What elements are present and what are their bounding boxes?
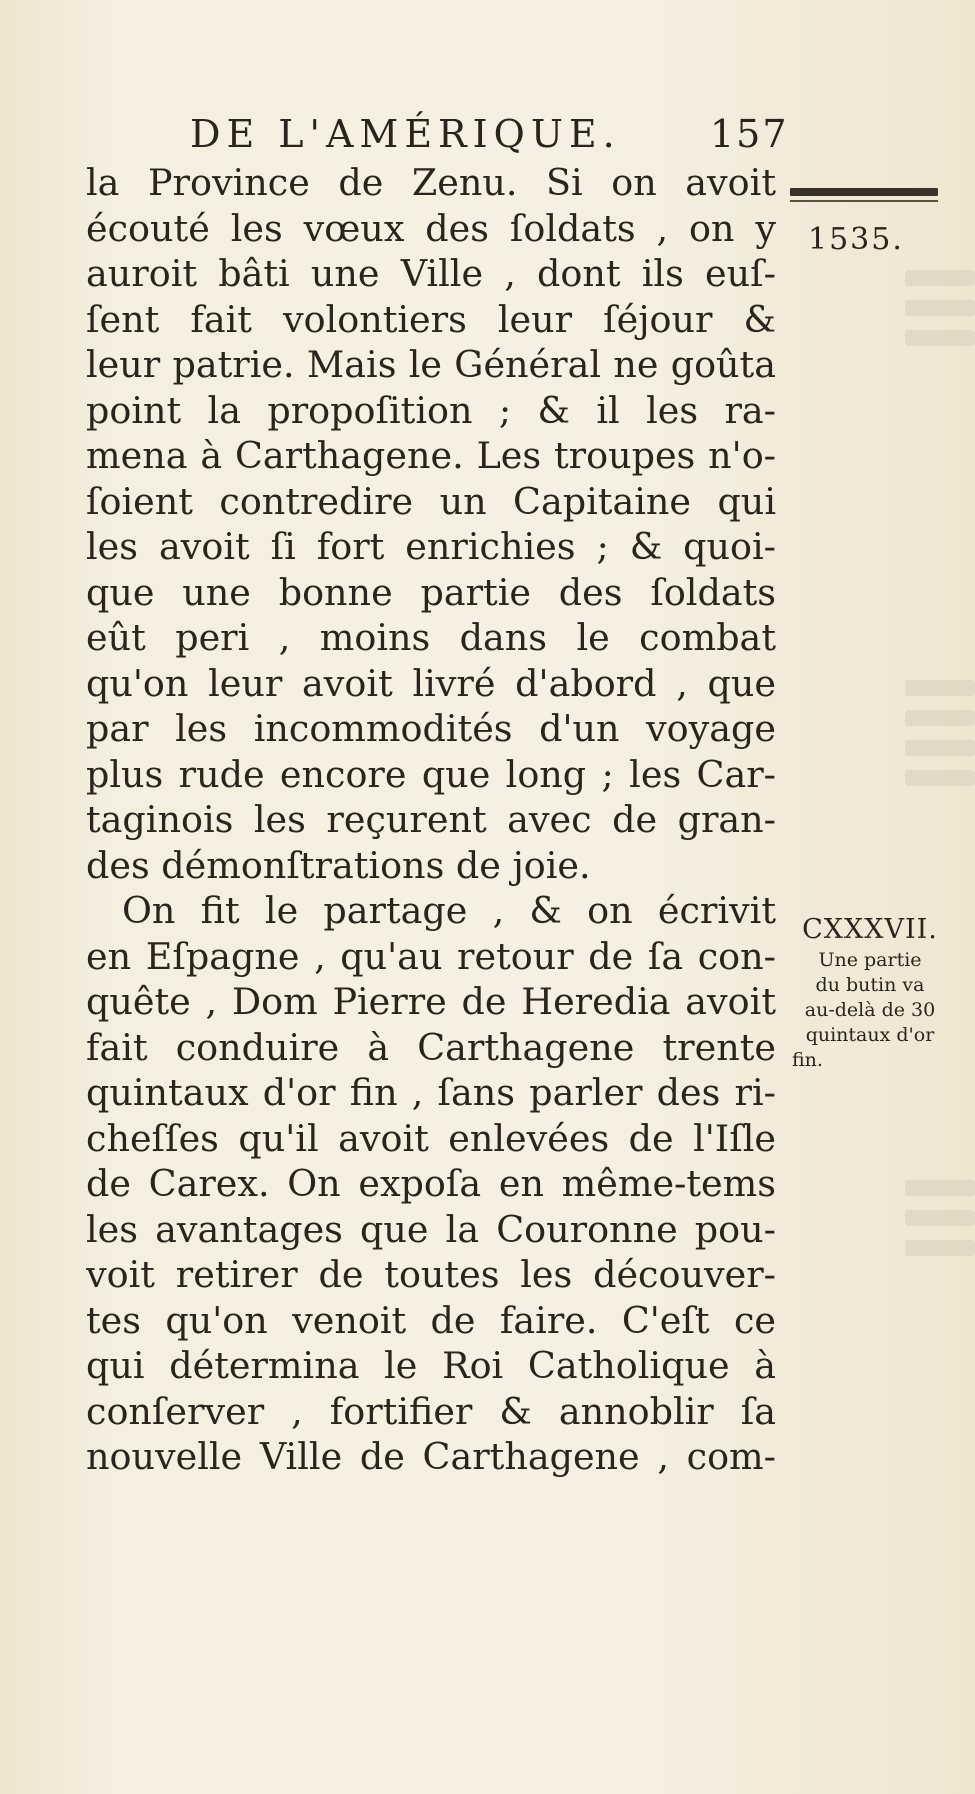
page-number: 157: [710, 112, 789, 156]
text-line: taginois les reçurent avec de gran-: [86, 798, 776, 841]
show-through-mark: [905, 710, 975, 726]
show-through-mark: [905, 1240, 975, 1256]
margin-rule-thin: [790, 200, 938, 202]
text-line: quête , Dom Pierre de Heredia avoit: [86, 980, 776, 1023]
text-line: les avoit ſi fort enrichies ; & quoi-: [86, 525, 776, 568]
text-line: qui détermina le Roi Catholique à: [86, 1344, 776, 1387]
margin-note-line: Une partie: [818, 949, 922, 971]
text-line: en Eſpagne , qu'au retour de ſa con-: [86, 934, 776, 978]
margin-note-line: fin.: [792, 1049, 823, 1071]
text-line: eût peri , moins dans le combat: [86, 616, 776, 659]
text-line: voit retirer de toutes les découver-: [86, 1253, 776, 1296]
text-line: ſent fait volontiers leur ſéjour &: [86, 297, 776, 341]
text-line: cheſſes qu'il avoit enlevées de l'Iſle: [86, 1116, 776, 1160]
show-through-mark: [905, 330, 975, 346]
text-line: ſoient contredire un Capitaine qui: [86, 479, 776, 523]
text-line: écouté les vœux des ſoldats , on y: [86, 206, 776, 250]
text-line: point la propoſition ; & il les ra-: [86, 388, 776, 432]
text-line: nouvelle Ville de Carthagene , com-: [86, 1435, 776, 1478]
show-through-mark: [905, 680, 975, 696]
running-head: [190, 112, 789, 162]
text-line: qu'on leur avoit livré d'abord , que: [86, 661, 776, 705]
body-text: [86, 160, 776, 1480]
show-through-mark: [905, 1210, 975, 1226]
text-line: de Carex. On expoſa en même-tems: [86, 1162, 776, 1205]
text-line: leur patrie. Mais le Général ne goûta: [86, 343, 776, 386]
text-line: fait conduire à Carthagene trente: [86, 1025, 776, 1069]
text-line: par les incommodités d'un voyage: [86, 707, 776, 750]
margin-rule: [790, 188, 938, 196]
text-line: conſerver , fortifier & annoblir ſa: [86, 1389, 776, 1433]
margin-note-line: au-delà de 30: [804, 999, 936, 1021]
show-through-mark: [905, 770, 975, 786]
text-line: des démonſtrations de joie.: [86, 843, 591, 887]
show-through-mark: [905, 300, 975, 316]
margin-note-line: du butin va: [815, 974, 925, 996]
text-line: quintaux d'or fin , ſans parler des ri-: [86, 1071, 776, 1114]
text-line: que une bonne partie des ſoldats: [86, 570, 776, 614]
text-line: auroit bâti une Ville , dont ils euſ-: [86, 252, 776, 295]
running-title: DE L'AMÉRIQUE.: [190, 112, 621, 156]
show-through-mark: [905, 1180, 975, 1196]
text-line: plus rude encore que long ; les Car-: [86, 752, 776, 796]
text-line: mena à Carthagene. Les troupes n'o-: [86, 434, 776, 477]
margin-note-number: CXXXVII.: [802, 914, 938, 945]
margin-note: [790, 912, 950, 1073]
text-line: les avantages que la Couronne pou-: [86, 1207, 776, 1251]
show-through-mark: [905, 740, 975, 756]
text-line: tes qu'on venoit de faire. C'eſt ce: [86, 1298, 776, 1342]
text-line: On fit le partage , & on écrivit: [122, 889, 776, 932]
show-through-mark: [905, 270, 975, 286]
text-line: la Province de Zenu. Si on avoit: [86, 161, 776, 204]
margin-note-line: quintaux d'or: [805, 1024, 935, 1046]
margin-year: 1535.: [808, 222, 904, 257]
